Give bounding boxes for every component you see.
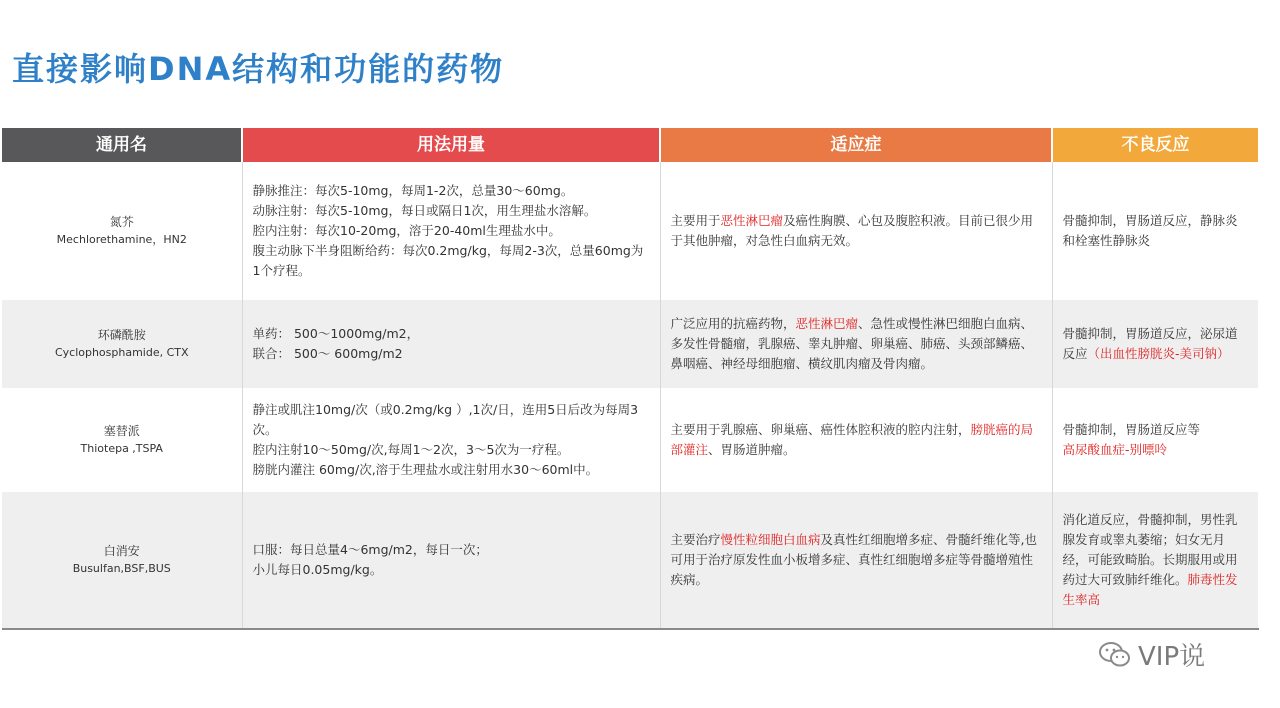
watermark [1098, 636, 1205, 673]
table-header-row [2, 128, 1258, 162]
drug-name-cell [2, 388, 242, 492]
adverse-cell [1052, 492, 1258, 629]
indication-text: 主要用于 [670, 213, 721, 228]
dosage-cell [242, 162, 660, 300]
table-row [2, 300, 1258, 388]
dosage-cell [242, 388, 660, 492]
dosage-line: 动脉注射：每次5-10mg，每日或隔日1次，用生理盐水溶解。 [252, 203, 597, 218]
indication-highlight: 恶性淋巴瘤 [795, 316, 859, 331]
dosage-line: 单药： 500～1000mg/m2， [252, 326, 420, 341]
drug-name-en: Busulfan,BSF,BUS [72, 562, 171, 575]
adverse-cell [1052, 300, 1258, 388]
indication-text: 及癌性胸膜、心包及腹腔积液。目前已很少用于其他肿瘤，对急性白血病无效。 [670, 213, 1034, 248]
adverse-highlight: 肺毒性发生率高 [1062, 572, 1238, 607]
dosage-line: 腔内注射：每次10-20mg，溶于20-40ml生理盐水中。 [252, 223, 561, 238]
indication-text: 主要用于乳腺癌、卵巢癌、癌性体腔积液的腔内注射， [670, 422, 971, 437]
adverse-text: 骨髓抑制，胃肠道反应，静脉炎和栓塞性静脉炎 [1062, 213, 1238, 248]
dosage-line: 膀胱内灌注 60mg/次,溶于生理盐水或注射用水30～60ml中。 [252, 462, 599, 477]
header-generic-name: 通用名 [2, 128, 242, 162]
dosage-line: 腔内注射10～50mg/次,每周1～2次，3～5次为一疗程。 [252, 442, 570, 457]
drug-name-en: Thiotepa ,TSPA [80, 442, 163, 455]
table-row [2, 388, 1258, 492]
header-adverse-reaction: 不良反应 [1052, 128, 1258, 162]
header-dosage: 用法用量 [242, 128, 660, 162]
indication-text: 主要治疗 [670, 532, 721, 547]
wechat-icon [1098, 640, 1132, 670]
indication-cell [660, 300, 1052, 388]
adverse-highlight: 高尿酸血症-别嘌呤 [1062, 442, 1168, 457]
indication-highlight: 恶性淋巴瘤 [720, 213, 784, 228]
drug-name-cell [2, 300, 242, 388]
indication-text: 广泛应用的抗癌药物， [670, 316, 796, 331]
drug-name-cell [2, 162, 242, 300]
indication-highlight: 慢性粒细胞白血病 [720, 532, 821, 547]
indication-cell [660, 492, 1052, 629]
drug-name-cn: 白消安 [103, 544, 140, 558]
drug-name-cn: 塞替派 [103, 424, 140, 438]
drug-name-en: Mechlorethamine，HN2 [56, 233, 187, 246]
dosage-line: 静脉推注：每次5-10mg，每周1-2次，总量30～60mg。 [252, 183, 574, 198]
indication-cell [660, 162, 1052, 300]
drug-name-cn: 氮芥 [109, 215, 134, 229]
dosage-line: 口服：每日总量4～6mg/m2，每日一次； [252, 542, 488, 557]
drug-table [2, 128, 1259, 630]
dosage-line: 小儿每日0.05mg/kg。 [252, 562, 383, 577]
indication-text: 、胃肠道肿瘤。 [708, 442, 796, 457]
dosage-line: 联合： 500～ 600mg/m2 [252, 346, 403, 361]
drug-name-en: Cyclophosphamide, CTX [54, 346, 189, 359]
adverse-text: 骨髓抑制，胃肠道反应等 [1062, 422, 1201, 437]
adverse-text: 消化道反应，骨髓抑制，男性乳腺发育或睾丸萎缩；妇女无月经，可能致畸胎。长期服用或用药过大可致肺纤维化。 [1062, 512, 1238, 587]
table-row [2, 492, 1258, 629]
drug-name-cn: 环磷酰胺 [97, 328, 146, 342]
indication-highlight: 膀胱癌的局部灌注 [670, 422, 1034, 457]
adverse-cell [1052, 162, 1258, 300]
dosage-line: 腹主动脉下半身阻断给药：每次0.2mg/kg，每周2-3次，总量60mg为1个疗程。 [252, 243, 644, 278]
dosage-cell [242, 492, 660, 629]
drug-name-cell [2, 492, 242, 629]
indication-cell [660, 388, 1052, 492]
dosage-cell [242, 300, 660, 388]
page-title: 直接影响DNA结构和功能的药物 [12, 50, 505, 88]
indication-text: 及真性红细胞增多症、骨髓纤维化等,也可用于治疗原发性血小板增多症、真性红细胞增多症等骨髓增殖性疾病。 [670, 532, 1038, 587]
adverse-highlight: （出血性膀胱炎-美司钠） [1087, 346, 1230, 361]
indication-text: 、急性或慢性淋巴细胞白血病、多发性骨髓瘤，乳腺癌、睾丸肿瘤、卵巢癌、肺癌、头颈部鳞癌、鼻咽癌、神经母细胞瘤、横纹肌肉瘤及骨肉瘤。 [670, 316, 1034, 371]
table-row [2, 162, 1258, 300]
adverse-cell [1052, 388, 1258, 492]
dosage-line: 静注或肌注10mg/次（或0.2mg/kg ）,1次/日，连用5日后改为每周3次。 [252, 402, 639, 437]
watermark-text: VIP说 [1138, 642, 1206, 672]
header-indication: 适应症 [660, 128, 1052, 162]
adverse-text: 骨髓抑制，胃肠道反应，泌尿道反应 [1062, 326, 1238, 361]
